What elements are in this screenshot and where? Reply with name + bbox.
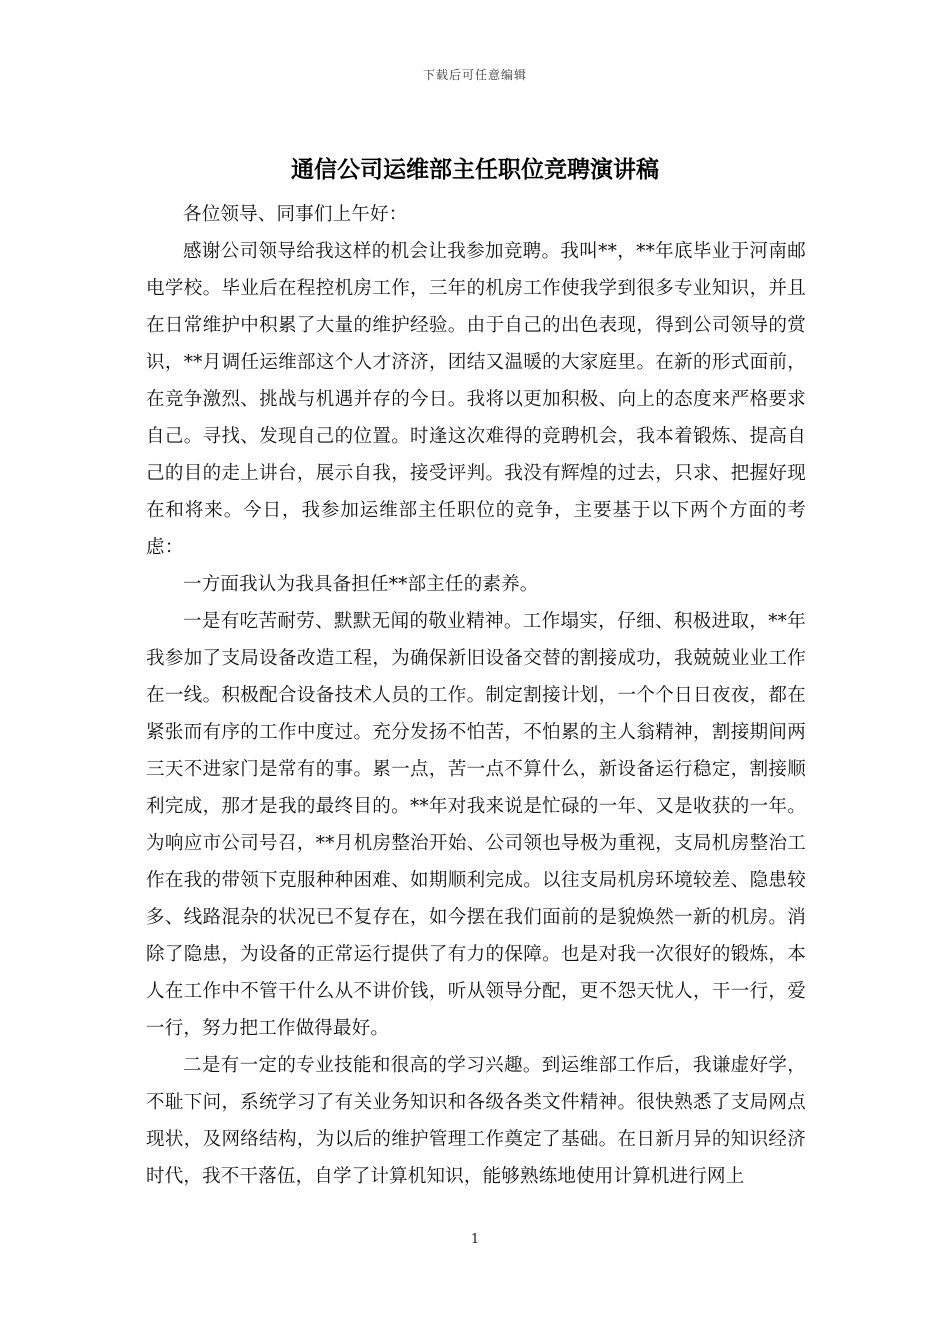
point-one-paragraph: 一是有吃苦耐劳、默默无闻的敬业精神。工作塌实，仔细、积极进取，**年我参加了支局设备改造工程，为确保新旧设备交替的割接成功，我兢兢业业工作在一线。积极配合设备技术人员的工作。制定割接计划，一个个日日夜夜，都在紧张而有序的工作中度过。充分发扬不怕苦，不怕累的主人翁精神，割接期间两三天不进家门是常有的事。累一点，苦一点不算什么，新设备运行稳定，割接顺利完成，那才是我的最终目的。**年对我来说是忙碌的一年、又是收获的一年。为响应市公司号召，**月机房整治开始、公司领也导极为重视，支局机房整治工作在我的带领下克服种种困难、如期顺利完成。以往支局机房环境较差、隐患较多、线路混杂的状况已不复存在，如今摆在我们面前的是貌焕然一新的机房。消除了隐患，为设备的正常运行提供了有力的保障。也是对我一次很好的锻炼，本人在工作中不管干什么从不讲价钱，听从领导分配，更不怨天忧人，干一行，爱一行，努力把工作做得最好。 — [146, 611, 806, 1039]
first-aspect-paragraph: 一方面我认为我具备担任**部主任的素养。 — [183, 574, 539, 595]
document-body — [146, 196, 806, 1195]
greeting-paragraph: 各位领导、同事们上午好： — [183, 204, 408, 225]
point-two-paragraph: 二是有一定的专业技能和很高的学习兴趣。到运维部工作后，我谦虚好学，不耻下问，系统学习了有关业务知识和各级各类文件精神。很快熟悉了支局网点现状，及网络结构，为以后的维护管理工作奠定了基础。在日新月异的知识经济时代，我不干落伍，自学了计算机知识，能够熟练地使用计算机进行网上 — [146, 1055, 806, 1187]
page-number: 1 — [470, 1232, 480, 1247]
introduction-paragraph: 感谢公司领导给我这样的机会让我参加竞聘。我叫**，**年底毕业于河南邮电学校。毕业后在程控机房工作，三年的机房工作使我学到很多专业知识，并且在日常维护中积累了大量的维护经验。由于自己的出色表现，得到公司领导的赏识，**月调任运维部这个人才济济，团结又温暖的大家庭里。在新的形式面前，在竞争激烈、挑战与机遇并存的今日。我将以更加积极、向上的态度来严格要求自己。寻找、发现自己的位置。时逢这次难得的竞聘机会，我本着锻炼、提高自己的目的走上讲台，展示自我，接受评判。我没有辉煌的过去，只求、把握好现在和将来。今日，我参加运维部主任职位的竞争，主要基于以下两个方面的考虑： — [146, 241, 806, 558]
document-title: 通信公司运维部主任职位竞聘演讲稿 — [291, 156, 659, 183]
header-note: 下载后可任意编辑 — [422, 68, 527, 82]
